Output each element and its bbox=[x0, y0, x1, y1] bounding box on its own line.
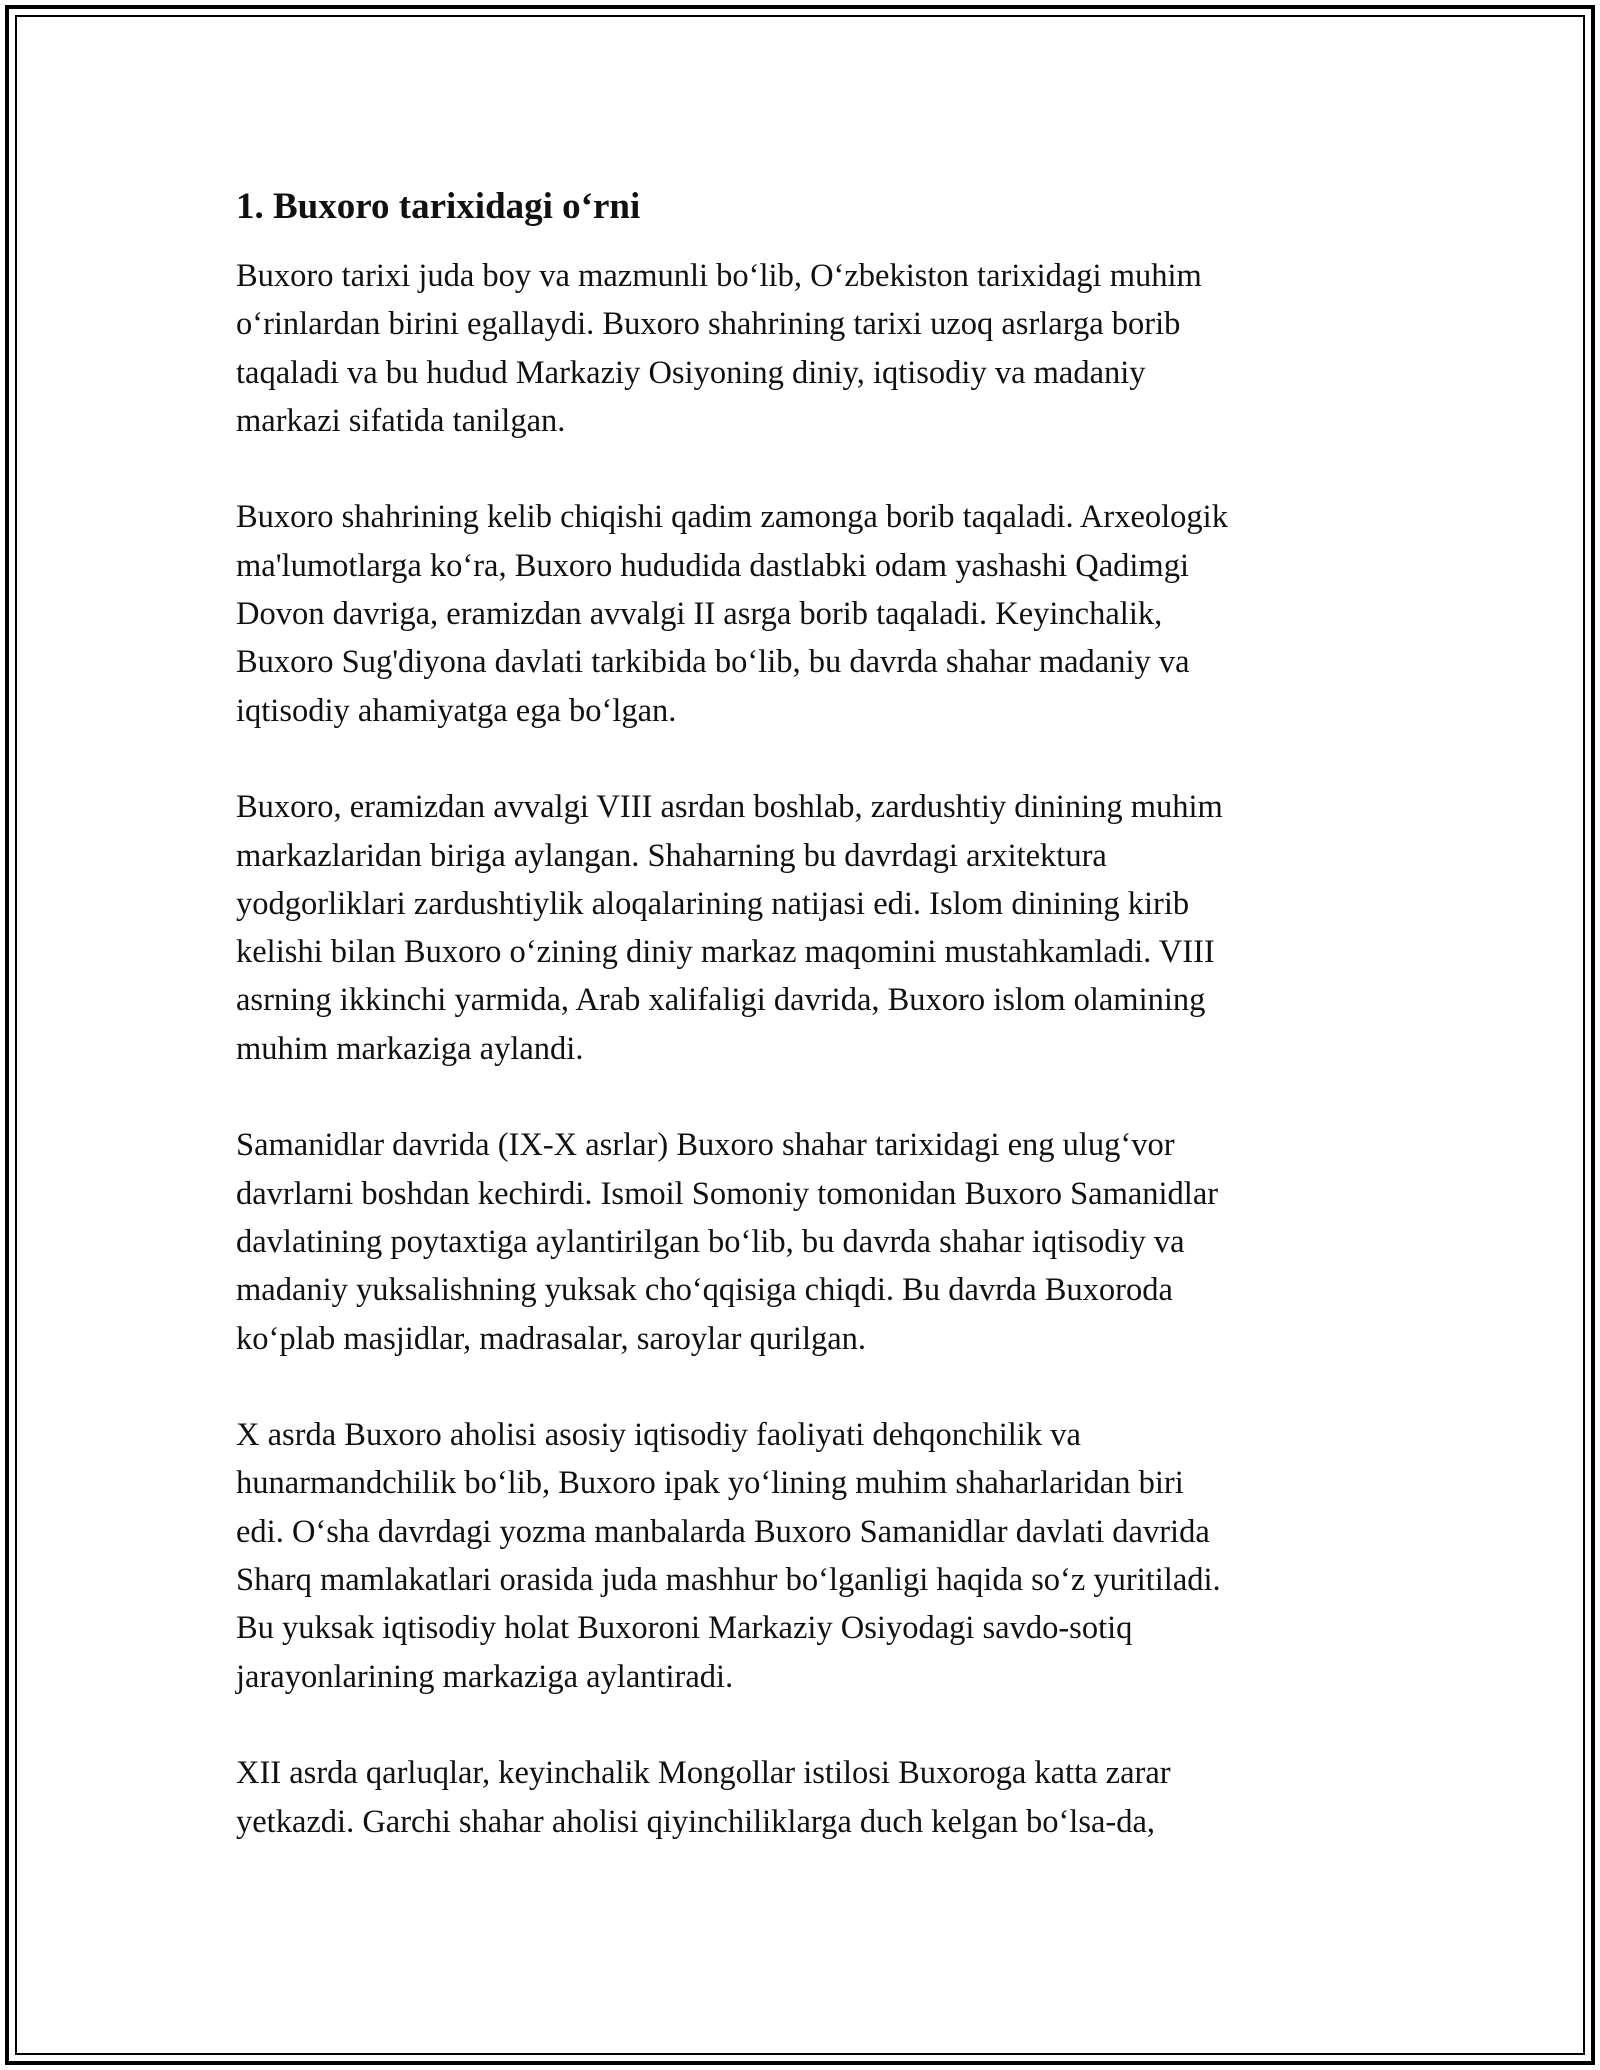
paragraph-line: ko‘plab masjidlar, madrasalar, saroylar qurilgan. bbox=[236, 1320, 867, 1357]
paragraph-line: kelishi bilan Buxoro o‘zining diniy markaz maqomini mustahkamladi. VIII bbox=[236, 934, 1215, 971]
paragraph-line: o‘rinlardan birini egallaydi. Buxoro shahrining tarixi uzoq asrlarga borib bbox=[236, 306, 1181, 343]
section-heading: 1. Buxoro tarixidagi o‘rni bbox=[236, 186, 641, 227]
paragraph-line: madaniy yuksalishning yuksak cho‘qqisiga chiqdi. Bu davrda Buxoroda bbox=[236, 1272, 1173, 1309]
paragraph-line: X asrda Buxoro aholisi asosiy iqtisodiy faoliyati dehqonchilik va bbox=[236, 1417, 1081, 1454]
paragraph-line: ma'lumotlarga ko‘ra, Buxoro hududida dastlabki odam yashashi Qadimgi bbox=[236, 547, 1189, 584]
paragraph-5 bbox=[236, 1411, 1376, 1701]
paragraph-line: hunarmandchilik bo‘lib, Buxoro ipak yo‘lining muhim shaharlaridan biri bbox=[236, 1465, 1184, 1502]
paragraph-line: Sharq mamlakatlari orasida juda mashhur bo‘lganligi haqida so‘z yuritiladi. bbox=[236, 1562, 1221, 1599]
paragraph-line: muhim markaziga aylandi. bbox=[236, 1030, 584, 1067]
paragraph-line: Bu yuksak iqtisodiy holat Buxoroni Markaziy Osiyodagi savdo-sotiq bbox=[236, 1610, 1133, 1647]
document-page bbox=[236, 182, 1376, 1894]
paragraph-line: markazlaridan biriga aylangan. Shaharning bu davrdagi arxitektura bbox=[236, 837, 1107, 874]
paragraph-1 bbox=[236, 252, 1376, 445]
paragraph-line: jarayonlarining markaziga aylantiradi. bbox=[236, 1658, 734, 1695]
paragraph-6 bbox=[236, 1749, 1376, 1846]
paragraph-line: davlatining poytaxtiga aylantirilgan bo‘lib, bu davrda shahar iqtisodiy va bbox=[236, 1223, 1185, 1260]
paragraph-line: yetkazdi. Garchi shahar aholisi qiyinchiliklarga duch kelgan bo‘lsa-da, bbox=[236, 1803, 1156, 1840]
paragraph-line: edi. O‘sha davrdagi yozma manbalarda Buxoro Samanidlar davlati davrida bbox=[236, 1513, 1210, 1550]
paragraph-line: Dovon davriga, eramizdan avvalgi II asrga borib taqaladi. Keyinchalik, bbox=[236, 596, 1163, 633]
paragraph-line: davrlarni boshdan kechirdi. Ismoil Somoniy tomonidan Buxoro Samanidlar bbox=[236, 1175, 1219, 1212]
paragraph-2 bbox=[236, 493, 1376, 734]
paragraph-line: XII asrda qarluqlar, keyinchalik Mongollar istilosi Buxoroga katta zarar bbox=[236, 1755, 1171, 1792]
paragraph-line: Samanidlar davrida (IX-X asrlar) Buxoro shahar tarixidagi eng ulug‘vor bbox=[236, 1127, 1175, 1164]
paragraph-line: taqaladi va bu hudud Markaziy Osiyoning diniy, iqtisodiy va madaniy bbox=[236, 354, 1146, 391]
paragraph-line: yodgorliklari zardushtiylik aloqalarining natijasi edi. Islom dinining kirib bbox=[236, 885, 1190, 922]
paragraph-line: Buxoro tarixi juda boy va mazmunli bo‘lib, O‘zbekiston tarixidagi muhim bbox=[236, 258, 1202, 294]
paragraph-line: Buxoro shahrining kelib chiqishi qadim zamonga borib taqaladi. Arxeologik bbox=[236, 499, 1228, 536]
paragraph-line: Buxoro Sug'diyona davlati tarkibida bo‘lib, bu davrda shahar madaniy va bbox=[236, 644, 1190, 681]
paragraph-line: iqtisodiy ahamiyatga ega bo‘lgan. bbox=[236, 692, 677, 729]
paragraph-4 bbox=[236, 1121, 1376, 1362]
paragraph-line: Buxoro, eramizdan avvalgi VIII asrdan boshlab, zardushtiy dinining muhim bbox=[236, 789, 1223, 826]
paragraph-line: asrning ikkinchi yarmida, Arab xalifaligi davrida, Buxoro islom olamining bbox=[236, 982, 1206, 1019]
paragraph-3 bbox=[236, 783, 1376, 1073]
paragraph-line: markazi sifatida tanilgan. bbox=[236, 402, 566, 439]
